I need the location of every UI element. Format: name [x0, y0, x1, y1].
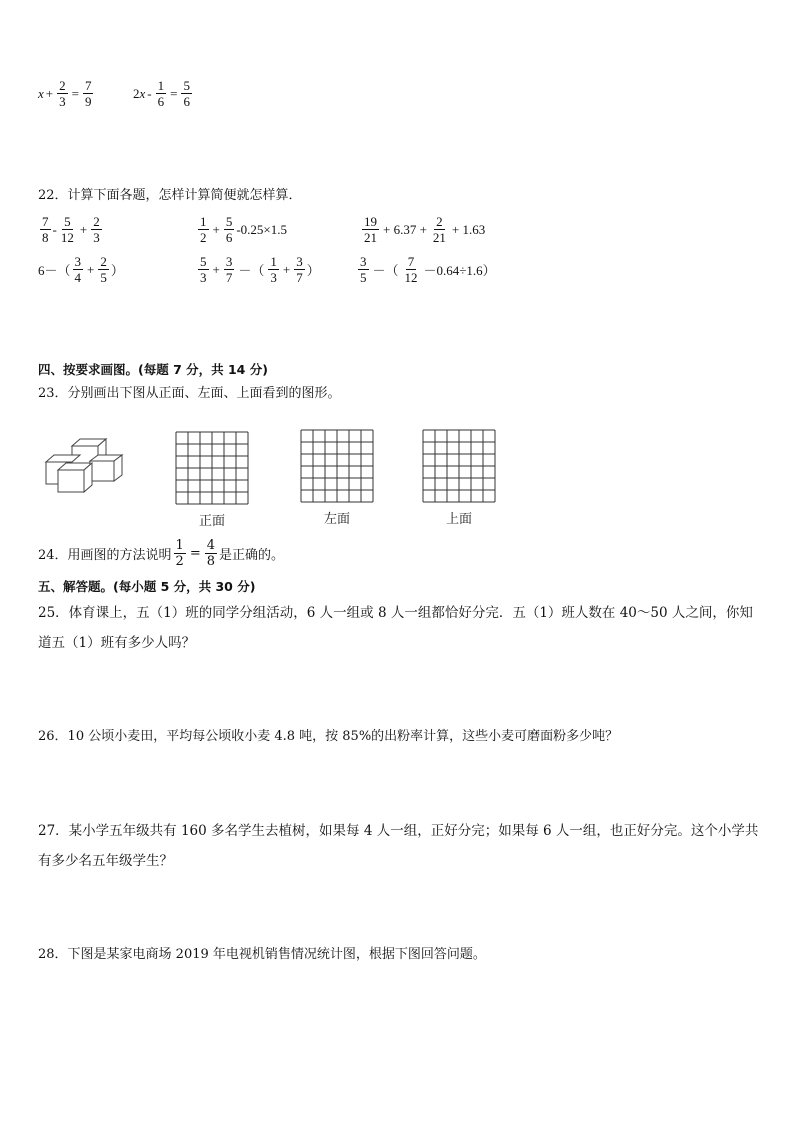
variable-x: x: [38, 85, 44, 101]
equation-2: 2 x - $\frac{1}{6}$ = $\frac{5}{6}$: [133, 78, 190, 109]
q22-expr-5: $\frac{5}{3}$ + $\frac{3}{7}$ －（ $\frac{1}{3}$ + $\frac{3}{7}$ ）: [200, 254, 320, 285]
grid-left: [299, 428, 375, 504]
question-28: 28．下图是某家电商场 2019 年电视机销售情况统计图，根据下图回答问题。: [38, 947, 486, 962]
grid-left-caption: 左面: [324, 512, 351, 527]
question-24: 24．用画图的方法说明 $\frac{1}{2}$ = $\frac{4}{8}$ 是正确的。: [38, 538, 285, 569]
q22-expr-3: $\frac{19}{21}$ + 6.37 + $\frac{2}{21}$ + 1.63: [364, 214, 486, 245]
question-22-title: 22．计算下面各题，怎样计算简便就怎样算．: [38, 188, 302, 203]
question-25: 25．体育课上，五（1）班的同学分组活动，6 人一组或 8 人一组都恰好分完．五（1）班人数在 40～50 人之间，你知道五（1）班有多少人吗？: [38, 605, 753, 651]
section-4-heading: 四、按要求画图。(每题 7 分，共 14 分): [38, 362, 268, 377]
cube-stack-figure: [44, 436, 124, 494]
fraction: $\frac{5}{6}$: [183, 78, 190, 109]
q22-expr-4: 6－（ $\frac{3}{4}$ + $\frac{2}{5}$ ）: [38, 254, 124, 285]
grid-front: [174, 430, 250, 506]
fraction: $\frac{2}{3}$: [59, 78, 66, 109]
q22-expr-6: $\frac{3}{5}$ －（ $\frac{7}{12}$ －0.64÷1.6）: [360, 254, 496, 285]
q22-expr-1: $\frac{7}{8}$ - $\frac{5}{12}$ + $\frac{2}{3}$: [42, 214, 100, 245]
section-5-heading: 五、解答题。(每小题 5 分，共 30 分): [38, 579, 256, 594]
grid-front-caption: 正面: [199, 514, 226, 529]
grid-top: [421, 428, 497, 504]
question-27: 27．某小学五年级共有 160 多名学生去植树，如果每 4 人一组，正好分完；如果每 6 人一组，也正好分完。这个小学共有多少名五年级学生？: [38, 823, 759, 869]
fraction: $\frac{1}{6}$: [157, 78, 165, 109]
fraction: $\frac{7}{9}$: [84, 78, 92, 109]
question-23: 23．分别画出下图从正面、左面、上面看到的图形。: [38, 386, 341, 401]
equation-1: x + $\frac{2}{3}$ = $\frac{7}{9}$: [38, 78, 92, 109]
grid-top-caption: 上面: [446, 512, 473, 527]
q22-expr-2: $\frac{1}{2}$ + $\frac{5}{6}$ -0.25×1.5: [200, 214, 288, 245]
question-26: 26．10 公顷小麦田，平均每公顷收小麦 4.8 吨，按 85%的出粉率计算，这些小麦可磨面粉多少吨？: [38, 729, 619, 744]
